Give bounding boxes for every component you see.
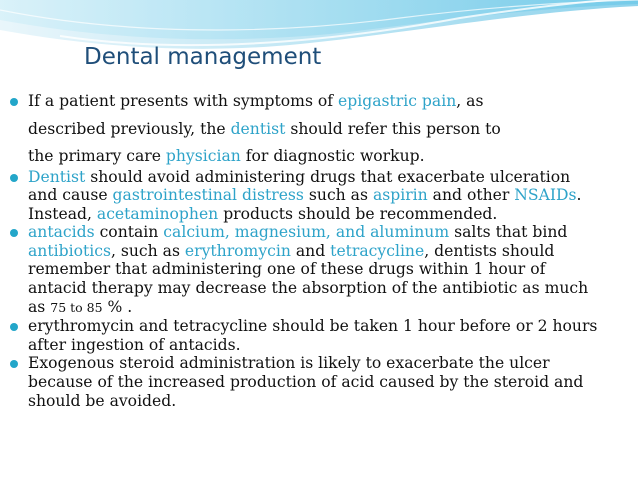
text-segment: erythromycin and tetracycline should be taken 1 hour before or 2 hours — [28, 317, 598, 336]
bullet-line — [28, 242, 630, 261]
text-segment: because of the increased production of acid caused by the steroid and — [28, 373, 584, 392]
bullet-list — [10, 88, 630, 410]
text-segment: should avoid administering drugs that exacerbate ulceration — [85, 167, 571, 186]
bullet-dot-icon — [10, 323, 18, 331]
bullet-line — [28, 186, 630, 205]
bullet-line — [28, 317, 630, 336]
highlighted-term: epigastric pain — [338, 92, 457, 110]
text-segment: Exogenous steroid administration is likely to exacerbate the ulcer — [28, 354, 550, 373]
text-segment: contain — [94, 223, 164, 242]
text-segment: salts that bind — [449, 223, 568, 242]
bullet-dot-icon — [10, 174, 18, 182]
bullet-line — [28, 143, 630, 171]
bullet-line — [28, 260, 630, 279]
text-segment: described previously, the — [28, 119, 231, 138]
bullet-item — [10, 88, 630, 171]
bullet-item — [10, 223, 630, 317]
text-segment: , dentists should — [424, 241, 555, 260]
bullet-line — [28, 279, 630, 298]
highlighted-term: physician — [165, 147, 241, 165]
text-segment: for diagnostic workup. — [240, 147, 425, 165]
text-segment: should refer this person to — [285, 119, 501, 138]
text-segment: , such as — [110, 241, 185, 260]
text-segment: antacid therapy may decrease the absorption of the antibiotic as much — [28, 279, 589, 298]
text-segment: products should be recommended. — [218, 204, 498, 223]
text-segment: and — [290, 241, 331, 260]
bullet-line — [28, 298, 630, 318]
highlighted-term: Dentist — [28, 167, 86, 186]
text-segment: , as — [456, 92, 484, 110]
text-segment: such as — [303, 186, 373, 205]
slide-title: Dental management — [84, 44, 322, 70]
bullet-item — [10, 354, 630, 410]
bullet-line — [28, 223, 630, 242]
highlighted-term: NSAIDs — [514, 186, 577, 205]
bullet-line — [28, 116, 630, 144]
bullet-line — [28, 88, 630, 116]
highlighted-term: aspirin — [372, 186, 428, 205]
text-segment: the primary care — [28, 147, 166, 165]
text-segment: remember that administering one of these drugs within 1 hour of — [28, 260, 546, 279]
bullet-dot-icon — [10, 360, 18, 368]
highlighted-term: gastrointestinal distress — [112, 186, 304, 205]
text-segment: should be avoided. — [28, 391, 177, 410]
text-segment: If a patient presents with symptoms of — [28, 92, 339, 110]
highlighted-term: dentist — [230, 119, 286, 138]
bullet-line — [28, 336, 630, 355]
text-segment: as — [28, 297, 51, 316]
highlighted-term: erythromycin — [184, 241, 291, 260]
text-segment: 75 to 85 — [50, 299, 103, 315]
bullet-line — [28, 354, 630, 373]
text-segment: and other — [427, 186, 515, 205]
bullet-item — [10, 168, 630, 224]
highlighted-term: calcium, magnesium, and aluminum — [163, 223, 450, 242]
bullet-line — [28, 205, 630, 224]
bullet-line — [28, 392, 630, 411]
text-segment: . — [576, 186, 582, 205]
text-segment: Instead, — [28, 204, 97, 223]
bullet-line — [28, 373, 630, 392]
text-segment: % . — [102, 297, 133, 316]
highlighted-term: acetaminophen — [96, 204, 219, 223]
bullet-dot-icon — [10, 98, 18, 106]
text-segment: and cause — [28, 186, 113, 205]
highlighted-term: antacids — [28, 223, 95, 242]
highlighted-term: tetracycline — [330, 241, 425, 260]
bullet-dot-icon — [10, 229, 18, 237]
text-segment: after ingestion of antacids. — [28, 335, 241, 354]
bullet-line — [28, 168, 630, 187]
highlighted-term: antibiotics — [28, 241, 111, 260]
bullet-item — [10, 317, 630, 354]
